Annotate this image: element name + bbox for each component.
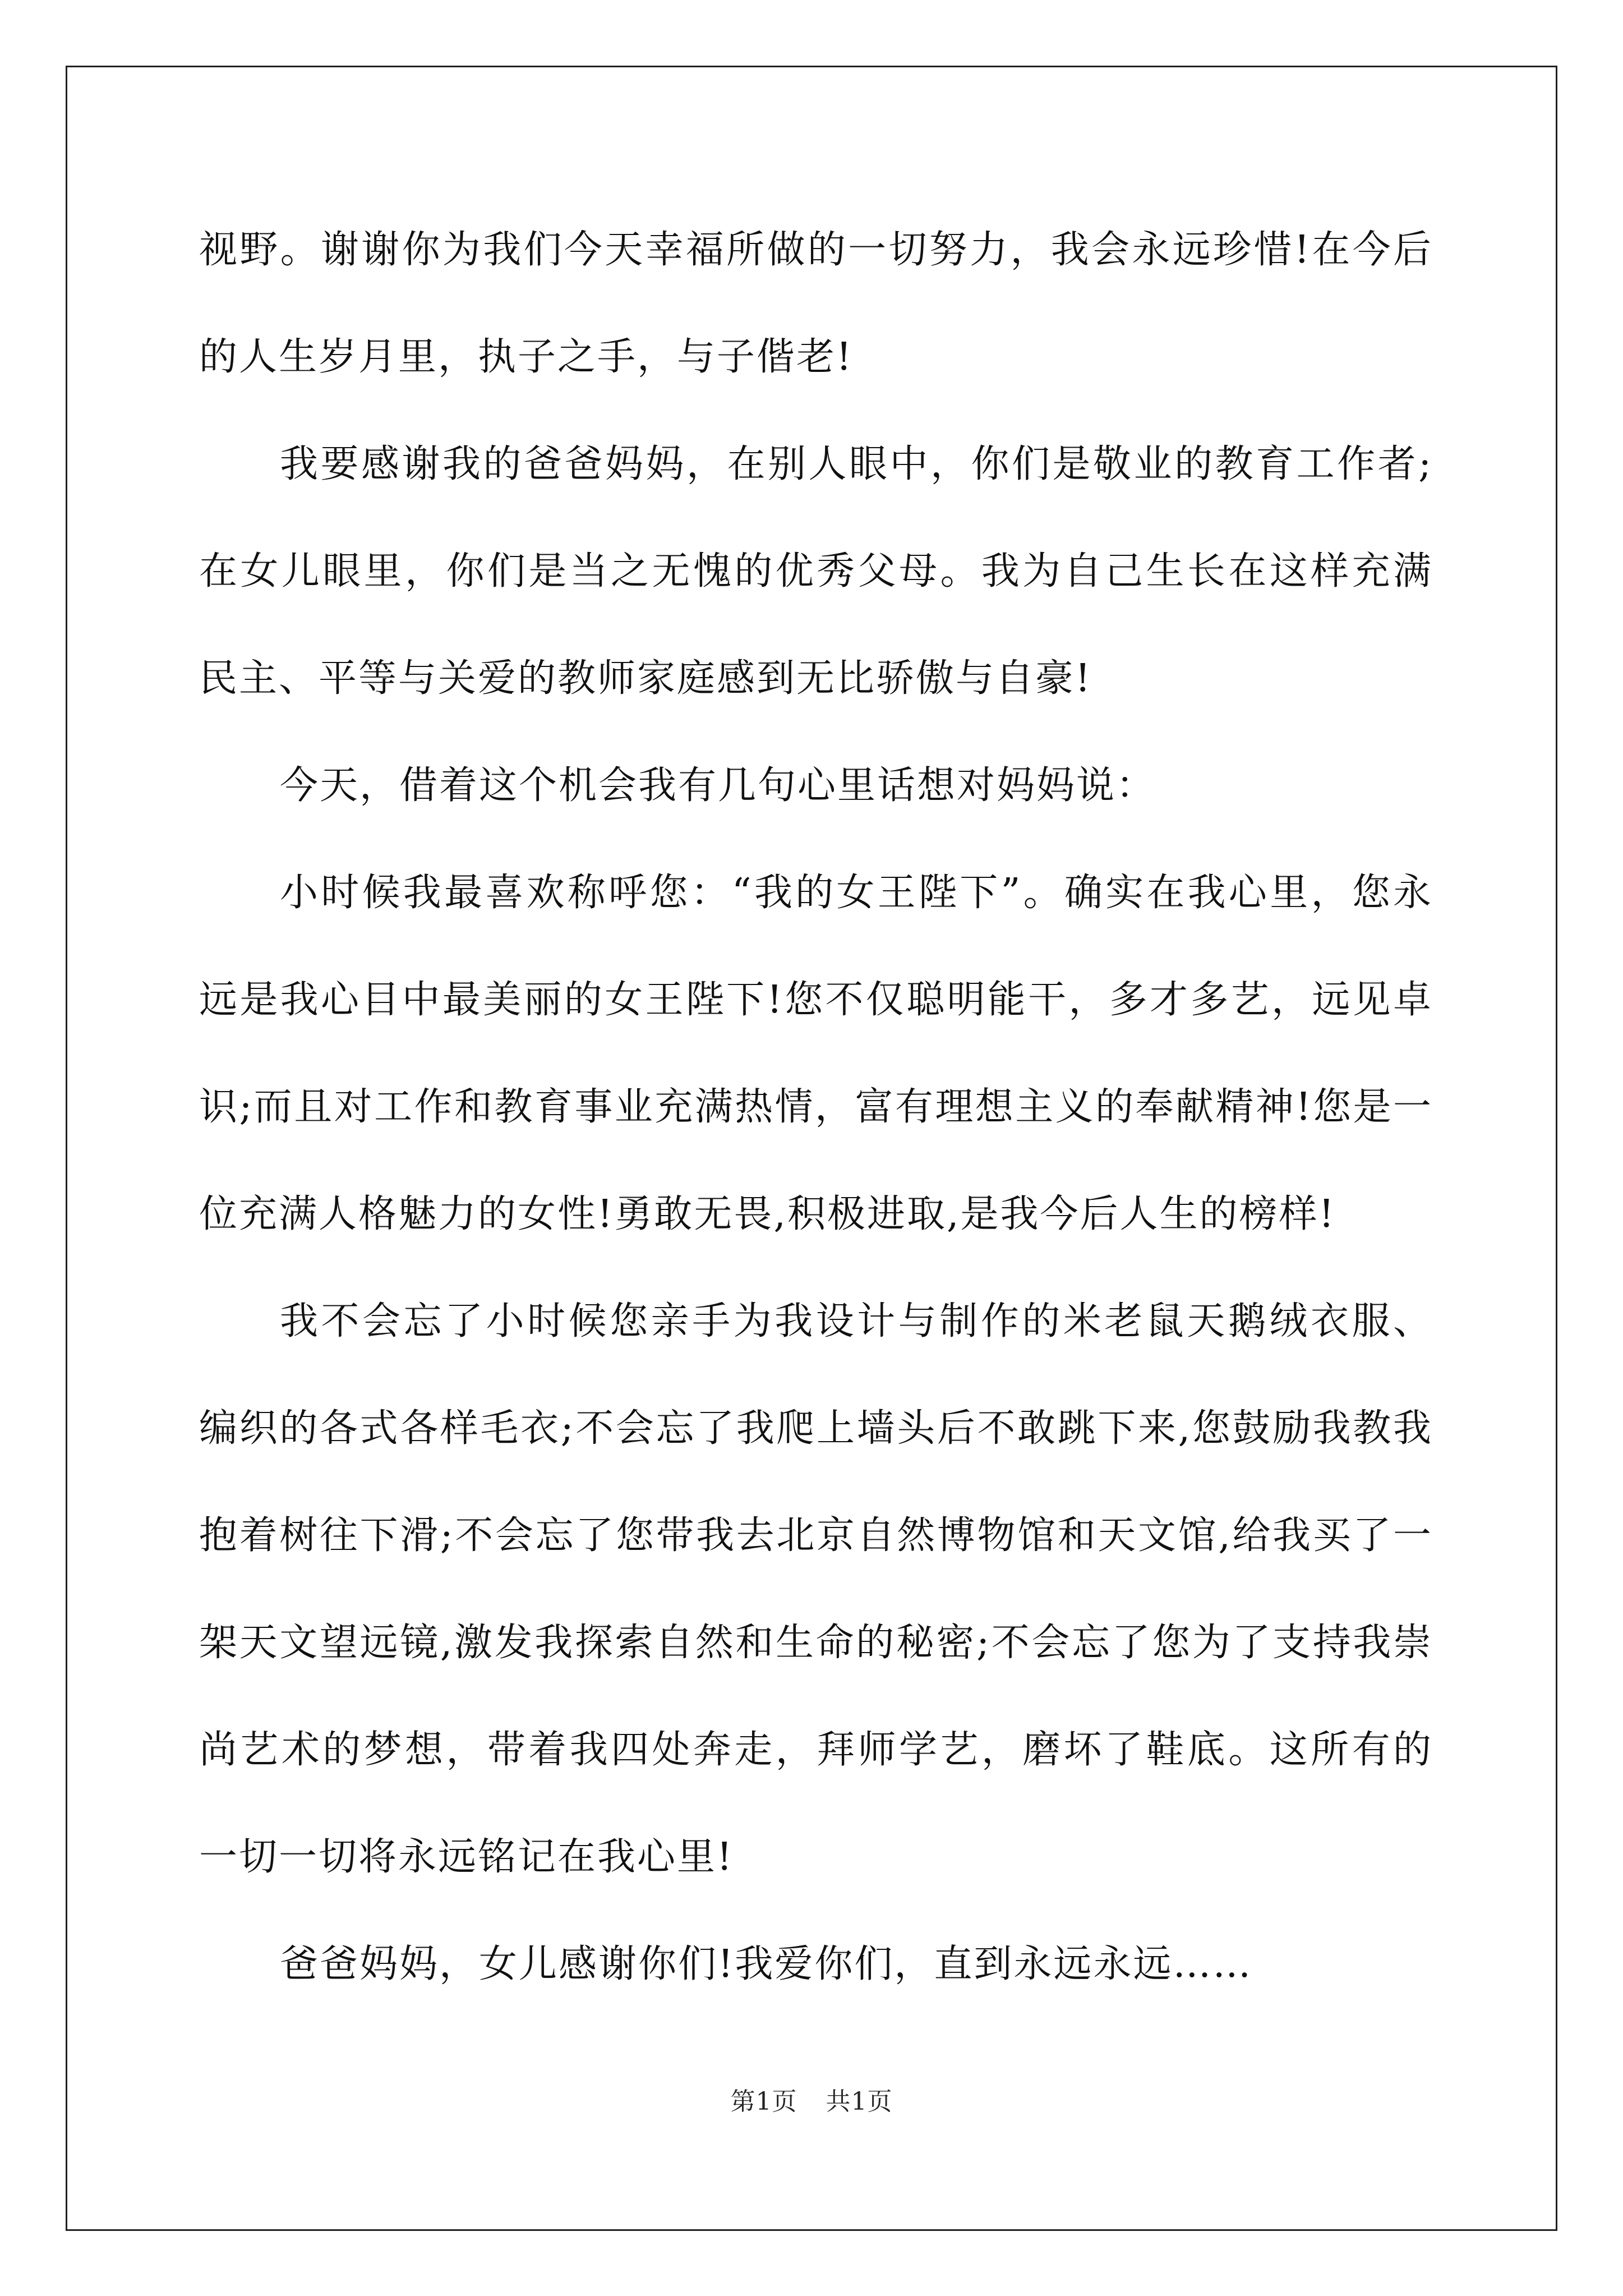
document-body — [199, 196, 1433, 2018]
paragraph-2: 我要感谢我的爸爸妈妈，在别人眼中，你们是敬业的教育工作者;在女儿眼里，你们是当之无愧的优秀父母。我为自己生长在这样充满民主、平等与关爱的教师家庭感到无比骄傲与自豪! — [199, 442, 1433, 701]
page-footer — [0, 2081, 1623, 2117]
paragraph-6: 爸爸妈妈，女儿感谢你们!我爱你们，直到永远永远…… — [280, 1942, 1253, 1986]
paragraph-3: 今天，借着这个机会我有几句心里话想对妈妈说： — [280, 763, 1156, 808]
page-number: 第1页 — [730, 2087, 797, 2116]
paragraph-1: 视野。谢谢你为我们今天幸福所做的一切努力，我会永远珍惜!在今后的人生岁月里，执子之手，与子偕老! — [199, 228, 1433, 379]
paragraph-4: 小时候我最喜欢称呼您：“我的女王陛下”。确实在我心里，您永远是我心目中最美丽的女王陛下!您不仅聪明能干，多才多艺，远见卓识;而且对工作和教育事业充满热情，富有理想主义的奉献精神!您是一位充满人格魅力的女性!勇敢无畏,积极进取,是我今后人生的榜样! — [199, 871, 1433, 1236]
paragraph-5: 我不会忘了小时候您亲手为我设计与制作的米老鼠天鹅绒衣服、编织的各式各样毛衣;不会忘了我爬上墙头后不敢跳下来,您鼓励我教我抱着树往下滑;不会忘了您带我去北京自然博物馆和天文馆,给我买了一架天文望远镜,激发我探索自然和生命的秘密;不会忘了您为了支持我崇尚艺术的梦想，带着我四处奔走，拜师学艺，磨坏了鞋底。这所有的一切一切将永远铭记在我心里! — [199, 1299, 1433, 1879]
page-total: 共1页 — [826, 2087, 893, 2116]
